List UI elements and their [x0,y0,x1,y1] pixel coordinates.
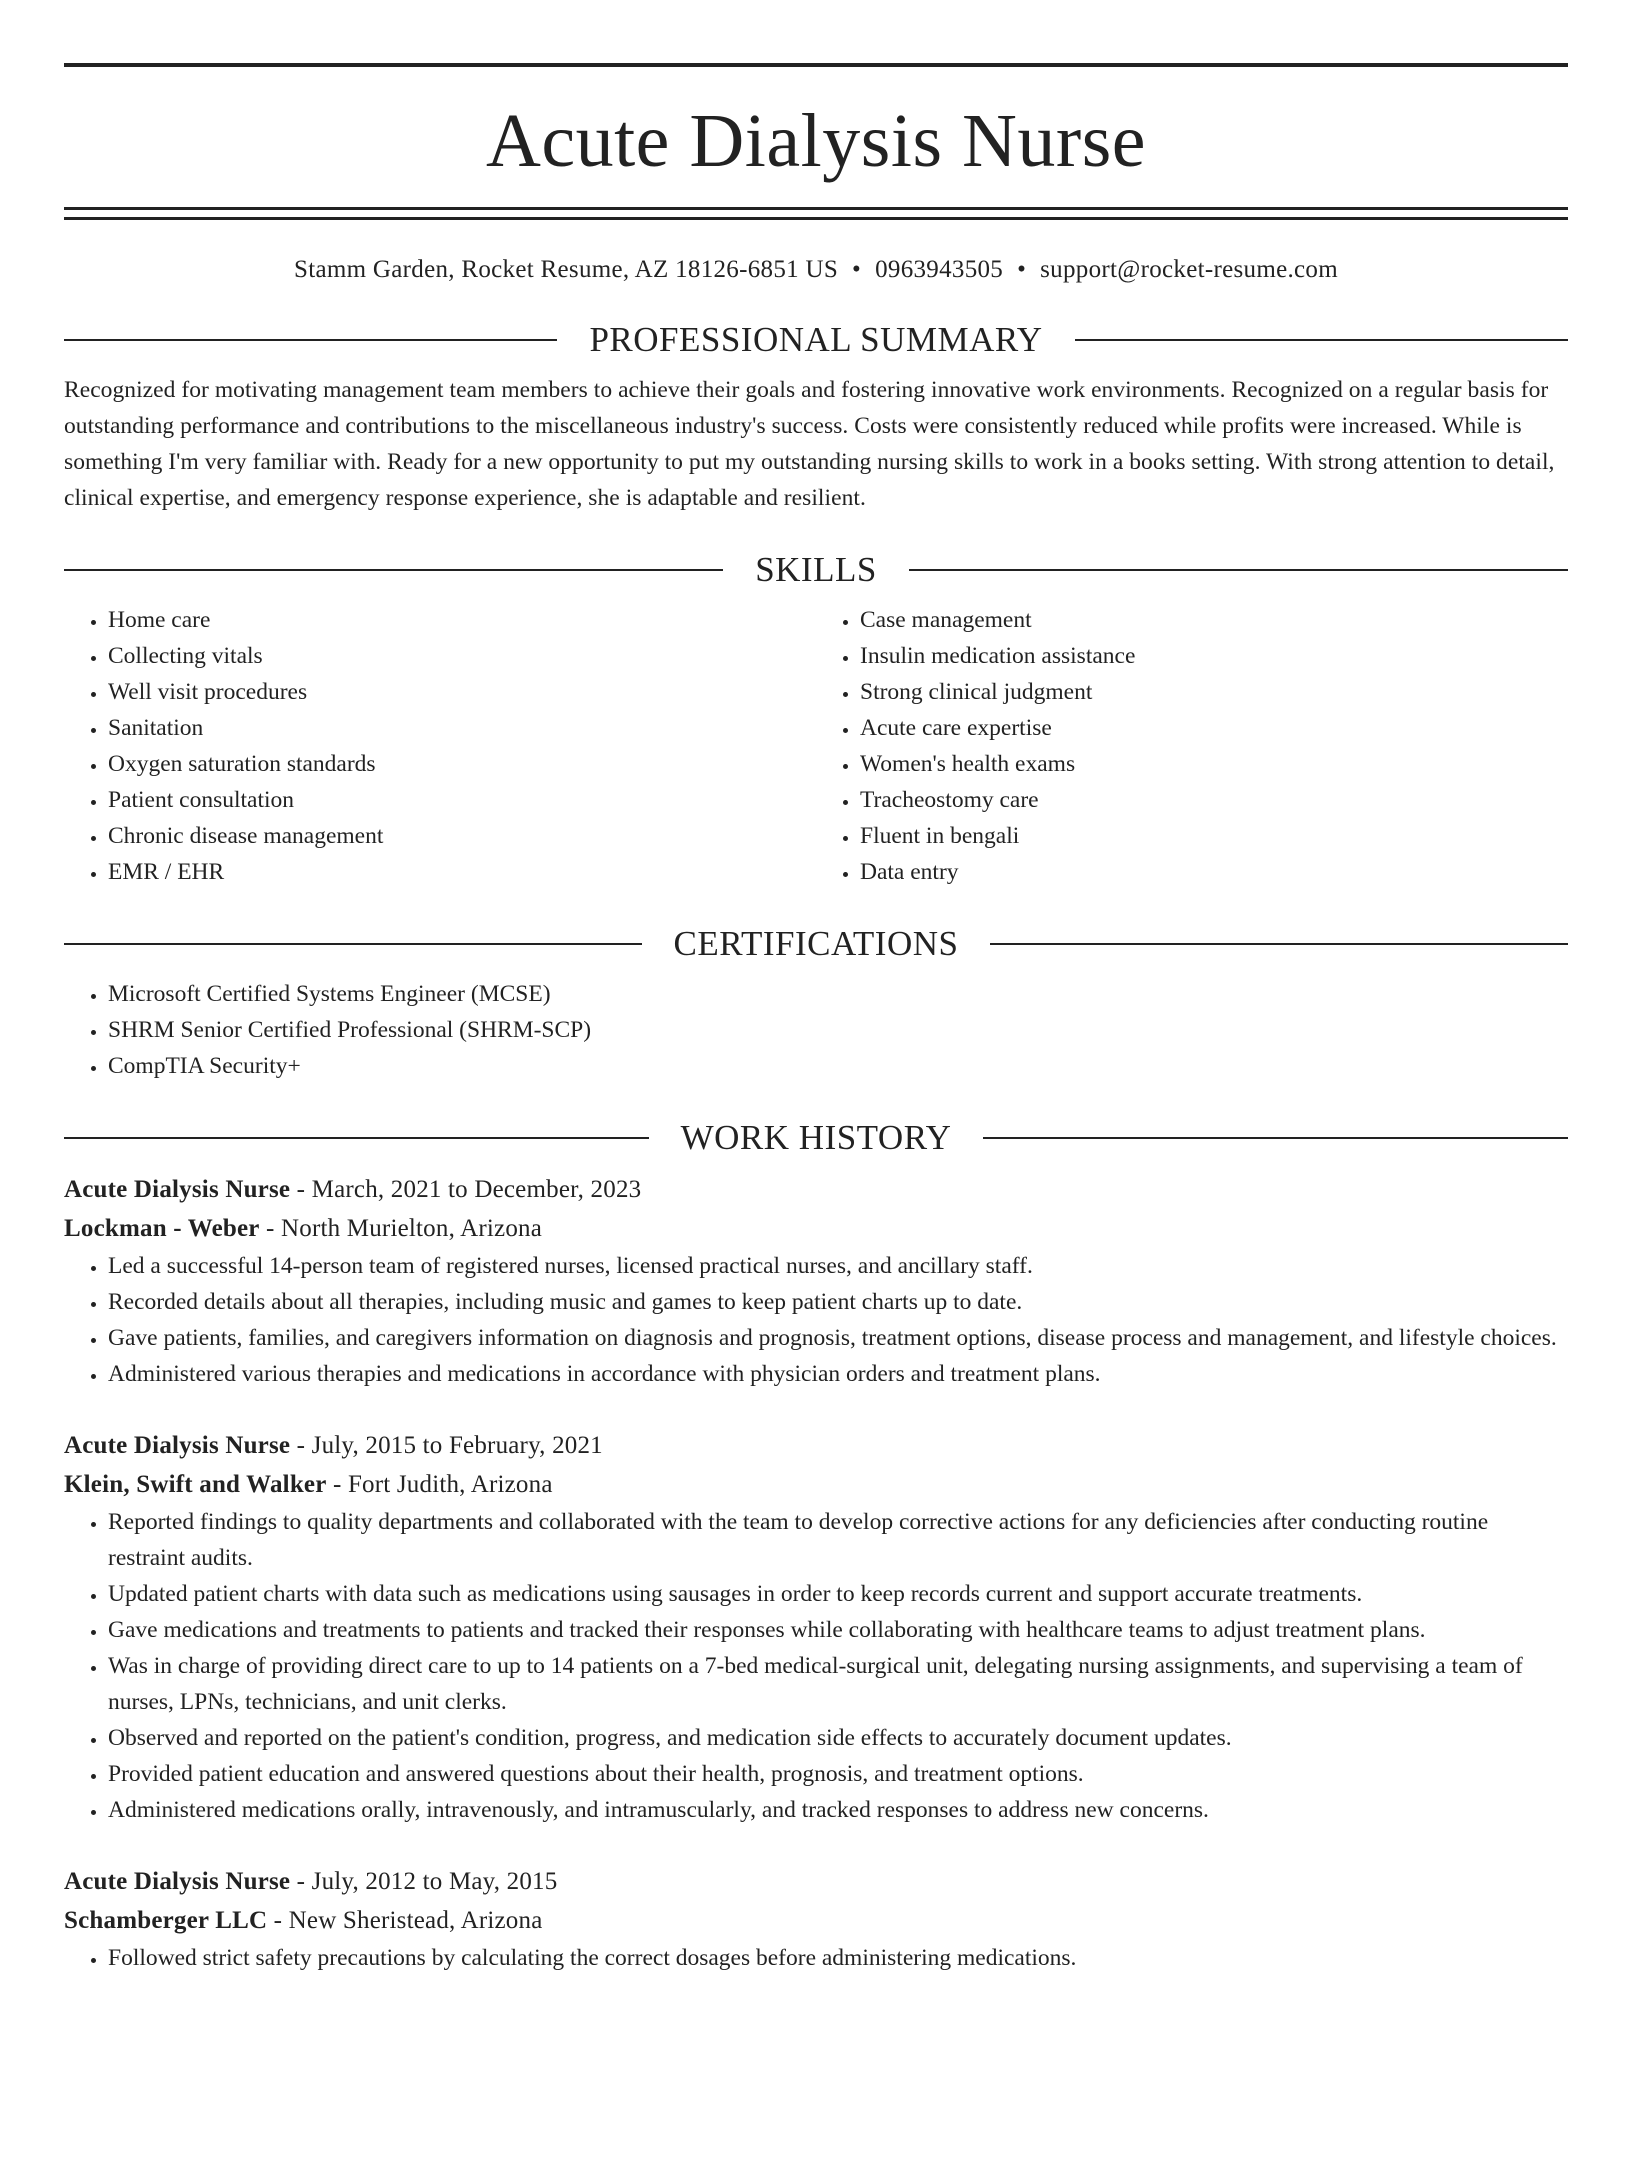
job-dates: - March, 2021 to December, 2023 [290,1176,642,1203]
certifications-heading [64,924,1568,964]
skill-item: • Data entry [860,854,1568,890]
job-duty: • Was in charge of providing direct care to up to 14 patients on a 7-bed medical-surgical unit, delegating nursing assignments, and supervising a team of nurses, LPNs, technicians, and unit clerks. [108,1648,1568,1720]
job-dates: - July, 2015 to February, 2021 [290,1432,603,1459]
certification-item: • CompTIA Security+ [108,1048,1568,1084]
job-title: Acute Dialysis Nurse [64,1176,291,1203]
job-company-line [64,1209,1568,1248]
skills-column-left [64,602,816,890]
summary-text: Recognized for motivating management team members to achieve their goals and fostering innovative work environments. Recognized on a regular basis for outstanding performance and contributions to the miscellaneous industry's success. Costs were consistently reduced while profits were increased. While is something I'm very familiar with. Ready for a new opportunity to put my outstanding nursing skills to work in a books setting. With strong attention to detail, clinical expertise, and emergency response experience, she is adaptable and resilient. [64,377,1555,511]
skill-item: • Acute care expertise [860,710,1568,746]
job-location: - North Murielton, Arizona [259,1215,543,1242]
work-history-heading [64,1118,1568,1158]
skill-item: • Women's health exams [860,746,1568,782]
job-duties [64,1248,1568,1392]
job-duty: • Recorded details about all therapies, including music and games to keep patient charts up to date. [108,1284,1568,1320]
skill-item: • Sanitation [108,710,816,746]
job-title: Acute Dialysis Nurse [64,1868,291,1895]
skill-item: • Chronic disease management [108,818,816,854]
job-duty: • Administered various therapies and medications in accordance with physician orders and treatment plans. [108,1356,1568,1392]
job-duty: • Followed strict safety precautions by calculating the correct dosages before administering medications. [108,1940,1568,1976]
job-company-line [64,1465,1568,1504]
job-duty: • Gave patients, families, and caregivers information on diagnosis and prognosis, treatment options, disease process and management, and lifestyle choices. [108,1320,1568,1356]
job-entry [64,1170,1568,1392]
job-duties [64,1940,1568,1976]
header-top-rule [64,63,1568,67]
skill-item: • Well visit procedures [108,674,816,710]
job-duty: • Updated patient charts with data such as medications using sausages in order to keep records current and support accurate treatments. [108,1576,1568,1612]
skill-item: • Case management [860,602,1568,638]
job-company: Lockman - Weber [64,1215,260,1242]
contact-separator: • [1017,256,1027,283]
skill-item: • EMR / EHR [108,854,816,890]
job-entry [64,1862,1568,1976]
skills-column-right [816,602,1568,890]
header-double-rule [64,207,1568,220]
job-title-line [64,1426,1568,1465]
summary-heading [64,320,1568,360]
contact-separator: • [852,256,862,283]
job-company-line [64,1901,1568,1940]
certification-item: • SHRM Senior Certified Professional (SHRM-SCP) [108,1012,1568,1048]
job-dates: - July, 2012 to May, 2015 [290,1868,558,1895]
certification-item: • Microsoft Certified Systems Engineer (MCSE) [108,976,1568,1012]
work-history-heading-title: WORK HISTORY [680,1118,952,1157]
skills-list [64,602,1568,890]
job-title-line [64,1170,1568,1209]
skill-item: • Patient consultation [108,782,816,818]
skills-heading-title: SKILLS [755,550,877,589]
job-title-line [64,1862,1568,1901]
job-location: - New Sheristead, Arizona [267,1907,543,1934]
job-duty: • Reported findings to quality departments and collaborated with the team to develop corrective actions for any deficiencies after conducting routine restraint audits. [108,1504,1568,1576]
contact-email: support@rocket-resume.com [1040,256,1338,283]
job-duty: • Administered medications orally, intravenously, and intramuscularly, and tracked responses to address new concerns. [108,1792,1568,1828]
skill-item: • Oxygen saturation standards [108,746,816,782]
job-duty: • Provided patient education and answered questions about their health, prognosis, and treatment options. [108,1756,1568,1792]
skill-item: • Home care [108,602,816,638]
skills-heading [64,550,1568,590]
contact-line [64,254,1568,286]
job-title: Acute Dialysis Nurse [64,1432,291,1459]
summary-heading-title: PROFESSIONAL SUMMARY [589,320,1043,359]
skill-item: • Fluent in bengali [860,818,1568,854]
job-company: Schamberger LLC [64,1907,268,1934]
job-location: - Fort Judith, Arizona [326,1471,553,1498]
skill-item: • Tracheostomy care [860,782,1568,818]
job-duties [64,1504,1568,1828]
certifications-list [64,976,1568,1084]
skill-item: • Strong clinical judgment [860,674,1568,710]
job-duty: • Led a successful 14-person team of registered nurses, licensed practical nurses, and ancillary staff. [108,1248,1568,1284]
job-duty: • Observed and reported on the patient's condition, progress, and medication side effects to accurately document updates. [108,1720,1568,1756]
job-entry [64,1426,1568,1828]
job-company: Klein, Swift and Walker [64,1471,327,1498]
skill-item: • Collecting vitals [108,638,816,674]
certifications-heading-title: CERTIFICATIONS [673,924,959,963]
contact-phone: 0963943505 [875,256,1004,283]
resume-page [0,63,1632,2175]
skill-item: • Insulin medication assistance [860,638,1568,674]
job-duty: • Gave medications and treatments to patients and tracked their responses while collaborating with healthcare teams to adjust treatment plans. [108,1612,1568,1648]
resume-name: Acute Dialysis Nurse [485,99,1147,183]
contact-address: Stamm Garden, Rocket Resume, AZ 18126-6851 US [294,256,839,283]
